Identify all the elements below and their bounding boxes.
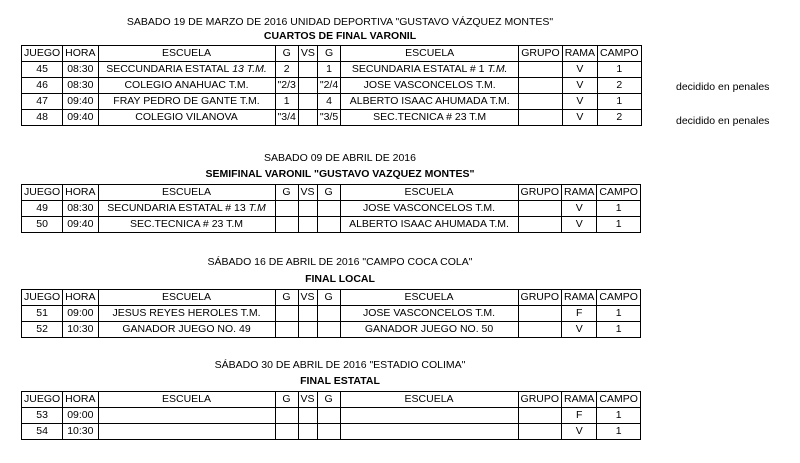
cell-escuela2: SEC.TECNICA # 23 T.M: [341, 110, 519, 126]
section-title: SABADO 09 DE ABRIL DE 2016: [264, 152, 416, 164]
cell-campo: 1: [597, 306, 641, 322]
cell-escuela2: [340, 408, 518, 424]
cell-juego: 53: [22, 408, 63, 424]
cell-grupo: [518, 424, 562, 440]
cell-grupo: [519, 110, 563, 126]
cell-grupo: [519, 94, 563, 110]
cell-escuela1: [98, 408, 275, 424]
cell-vs: [298, 201, 317, 217]
cell-campo: 1: [597, 217, 641, 233]
cell-rama: F: [562, 408, 597, 424]
cell-juego: 48: [22, 110, 63, 126]
cell-campo: 1: [597, 322, 641, 338]
header-campo: CAMPO: [597, 185, 641, 201]
cell-escuela1: SECUNDARIA ESTATAL # 13 T.M: [98, 201, 275, 217]
table-row: [22, 94, 642, 110]
section-subtitle: CUARTOS DE FINAL VARONIL: [263, 30, 417, 42]
cell-rama: V: [562, 201, 597, 217]
header-campo: CAMPO: [597, 392, 641, 408]
cell-juego: 52: [22, 322, 63, 338]
cell-escuela2-extra: T.M.: [484, 63, 508, 75]
cell-g2: [317, 424, 340, 440]
cell-g2: "3/5: [317, 110, 340, 126]
table-header-row: [22, 185, 641, 201]
header-g: G: [275, 290, 298, 306]
header-hora: HORA: [63, 290, 98, 306]
table-row: [22, 306, 641, 322]
header-g: G: [275, 392, 298, 408]
match-table: [21, 184, 641, 233]
cell-juego: 50: [22, 217, 63, 233]
cell-grupo: [518, 322, 562, 338]
header-juego: JUEGO: [22, 392, 63, 408]
header-grupo: GRUPO: [518, 185, 562, 201]
header-escuela: ESCUELA: [98, 290, 275, 306]
cell-rama: V: [562, 94, 597, 110]
cell-g1: [275, 424, 298, 440]
header-grupo: GRUPO: [518, 392, 562, 408]
cell-campo: 1: [597, 424, 641, 440]
cell-vs: [298, 110, 317, 126]
header-g: G: [275, 185, 298, 201]
cell-vs: [298, 306, 317, 322]
table-row: [22, 62, 642, 78]
match-table: [21, 391, 641, 440]
section-subtitle: SEMIFINAL VARONIL "GUSTAVO VAZQUEZ MONTES": [205, 168, 475, 180]
cell-g2: [317, 201, 340, 217]
header-rama: RAMA: [562, 185, 597, 201]
cell-rama: V: [562, 322, 597, 338]
cell-escuela1-extra: 13 T.M.: [229, 63, 267, 75]
cell-g1: [275, 408, 298, 424]
header-campo: CAMPO: [597, 290, 641, 306]
cell-g2: [317, 322, 340, 338]
cell-juego: 54: [22, 424, 63, 440]
cell-juego: 47: [22, 94, 63, 110]
header-hora: HORA: [63, 392, 98, 408]
cell-vs: [298, 424, 317, 440]
header-campo: CAMPO: [598, 46, 642, 62]
cell-campo: 2: [598, 110, 642, 126]
cell-campo: 1: [597, 201, 641, 217]
cell-g2: [317, 306, 340, 322]
header-vs: VS: [298, 392, 317, 408]
cell-escuela1: FRAY PEDRO DE GANTE T.M.: [98, 94, 275, 110]
cell-vs: [298, 78, 317, 94]
cell-vs: [298, 408, 317, 424]
header-g: G: [317, 392, 340, 408]
header-vs: VS: [298, 46, 317, 62]
cell-g2: [317, 408, 340, 424]
cell-g2: [317, 217, 340, 233]
cell-grupo: [518, 408, 562, 424]
cell-vs: [298, 322, 317, 338]
cell-escuela1: SEC.TECNICA # 23 T.M: [98, 217, 275, 233]
cell-escuela2: JOSE VASCONCELOS T.M.: [340, 201, 518, 217]
cell-hora: 08:30: [63, 201, 98, 217]
cell-g1: [275, 322, 298, 338]
cell-rama: V: [562, 62, 597, 78]
cell-g1: [275, 217, 298, 233]
section-subtitle: FINAL LOCAL: [305, 273, 375, 285]
cell-grupo: [519, 62, 563, 78]
header-escuela: ESCUELA: [340, 185, 518, 201]
cell-campo: 2: [598, 78, 642, 94]
cell-escuela2: [340, 424, 518, 440]
cell-g2: 4: [317, 94, 340, 110]
cell-g1: "3/4: [275, 110, 298, 126]
cell-campo: 1: [598, 94, 642, 110]
cell-g2: "2/4: [317, 78, 340, 94]
table-row: [22, 408, 641, 424]
cell-grupo: [518, 306, 562, 322]
cell-hora: 09:40: [63, 110, 98, 126]
section-title: SÁBADO 16 DE ABRIL DE 2016 "CAMPO COCA COLA": [207, 256, 473, 268]
header-rama: RAMA: [562, 392, 597, 408]
table-row: [22, 78, 642, 94]
cell-rama: V: [562, 78, 597, 94]
header-hora: HORA: [63, 185, 98, 201]
penalty-note: decidido en penales: [676, 81, 770, 93]
table-row: [22, 322, 641, 338]
cell-g1: 1: [275, 94, 298, 110]
cell-escuela2: GANADOR JUEGO NO. 50: [340, 322, 518, 338]
table-row: [22, 110, 642, 126]
header-rama: RAMA: [562, 46, 597, 62]
cell-vs: [298, 62, 317, 78]
cell-vs: [298, 217, 317, 233]
cell-escuela2: JOSE VASCONCELOS T.M.: [341, 78, 519, 94]
cell-g1: [275, 201, 298, 217]
header-grupo: GRUPO: [518, 290, 562, 306]
cell-escuela1: COLEGIO ANAHUAC T.M.: [98, 78, 275, 94]
cell-grupo: [518, 217, 562, 233]
penalty-note: decidido en penales: [676, 115, 770, 127]
cell-g1: [275, 306, 298, 322]
cell-hora: 08:30: [63, 78, 98, 94]
header-juego: JUEGO: [22, 46, 63, 62]
header-g: G: [317, 46, 340, 62]
section-title: SÁBADO 30 DE ABRIL DE 2016 "ESTADIO COLIMA": [214, 359, 466, 371]
cell-juego: 49: [22, 201, 63, 217]
cell-juego: 45: [22, 62, 63, 78]
cell-g1: 2: [275, 62, 298, 78]
cell-hora: 09:40: [63, 217, 98, 233]
cell-juego: 51: [22, 306, 63, 322]
section-title: SABADO 19 DE MARZO DE 2016 UNIDAD DEPORTIVA "GUSTAVO VÁZQUEZ MONTES": [126, 16, 554, 28]
cell-escuela1-extra: T.M: [245, 202, 266, 214]
cell-escuela1: GANADOR JUEGO NO. 49: [98, 322, 275, 338]
cell-escuela2: JOSE VASCONCELOS T.M.: [340, 306, 518, 322]
match-table: [21, 289, 641, 338]
cell-escuela2: ALBERTO ISAAC AHUMADA T.M.: [341, 94, 519, 110]
header-escuela: ESCUELA: [98, 46, 275, 62]
cell-hora: 08:30: [63, 62, 98, 78]
cell-hora: 10:30: [63, 424, 98, 440]
cell-rama: V: [562, 424, 597, 440]
header-escuela: ESCUELA: [98, 392, 275, 408]
header-juego: JUEGO: [22, 185, 63, 201]
cell-escuela2: ALBERTO ISAAC AHUMADA T.M.: [340, 217, 518, 233]
header-vs: VS: [298, 290, 317, 306]
section-subtitle: FINAL ESTATAL: [300, 375, 380, 387]
header-hora: HORA: [63, 46, 98, 62]
cell-rama: V: [562, 217, 597, 233]
table-row: [22, 424, 641, 440]
table-row: [22, 201, 641, 217]
cell-g2: 1: [317, 62, 340, 78]
header-grupo: GRUPO: [519, 46, 563, 62]
cell-hora: 09:40: [63, 94, 98, 110]
cell-vs: [298, 94, 317, 110]
cell-g1: "2/3: [275, 78, 298, 94]
table-row: [22, 217, 641, 233]
table-header-row: [22, 392, 641, 408]
cell-escuela1: SECCUNDARIA ESTATAL 13 T.M.: [98, 62, 275, 78]
header-vs: VS: [298, 185, 317, 201]
cell-campo: 1: [597, 408, 641, 424]
header-escuela: ESCUELA: [98, 185, 275, 201]
cell-hora: 09:00: [63, 306, 98, 322]
cell-escuela2: SECUNDARIA ESTATAL # 1 T.M.: [341, 62, 519, 78]
cell-campo: 1: [598, 62, 642, 78]
header-g: G: [317, 290, 340, 306]
match-table: [21, 45, 642, 126]
header-escuela: ESCUELA: [340, 392, 518, 408]
header-rama: RAMA: [562, 290, 597, 306]
header-g: G: [275, 46, 298, 62]
cell-escuela1: JESUS REYES HEROLES T.M.: [98, 306, 275, 322]
cell-grupo: [518, 201, 562, 217]
cell-rama: F: [562, 306, 597, 322]
cell-hora: 09:00: [63, 408, 98, 424]
table-header-row: [22, 46, 642, 62]
header-escuela: ESCUELA: [340, 290, 518, 306]
cell-rama: V: [562, 110, 597, 126]
header-g: G: [317, 185, 340, 201]
cell-juego: 46: [22, 78, 63, 94]
header-juego: JUEGO: [22, 290, 63, 306]
cell-hora: 10:30: [63, 322, 98, 338]
cell-grupo: [519, 78, 563, 94]
header-escuela: ESCUELA: [341, 46, 519, 62]
cell-escuela1: COLEGIO VILANOVA: [98, 110, 275, 126]
table-header-row: [22, 290, 641, 306]
cell-escuela1: [98, 424, 275, 440]
